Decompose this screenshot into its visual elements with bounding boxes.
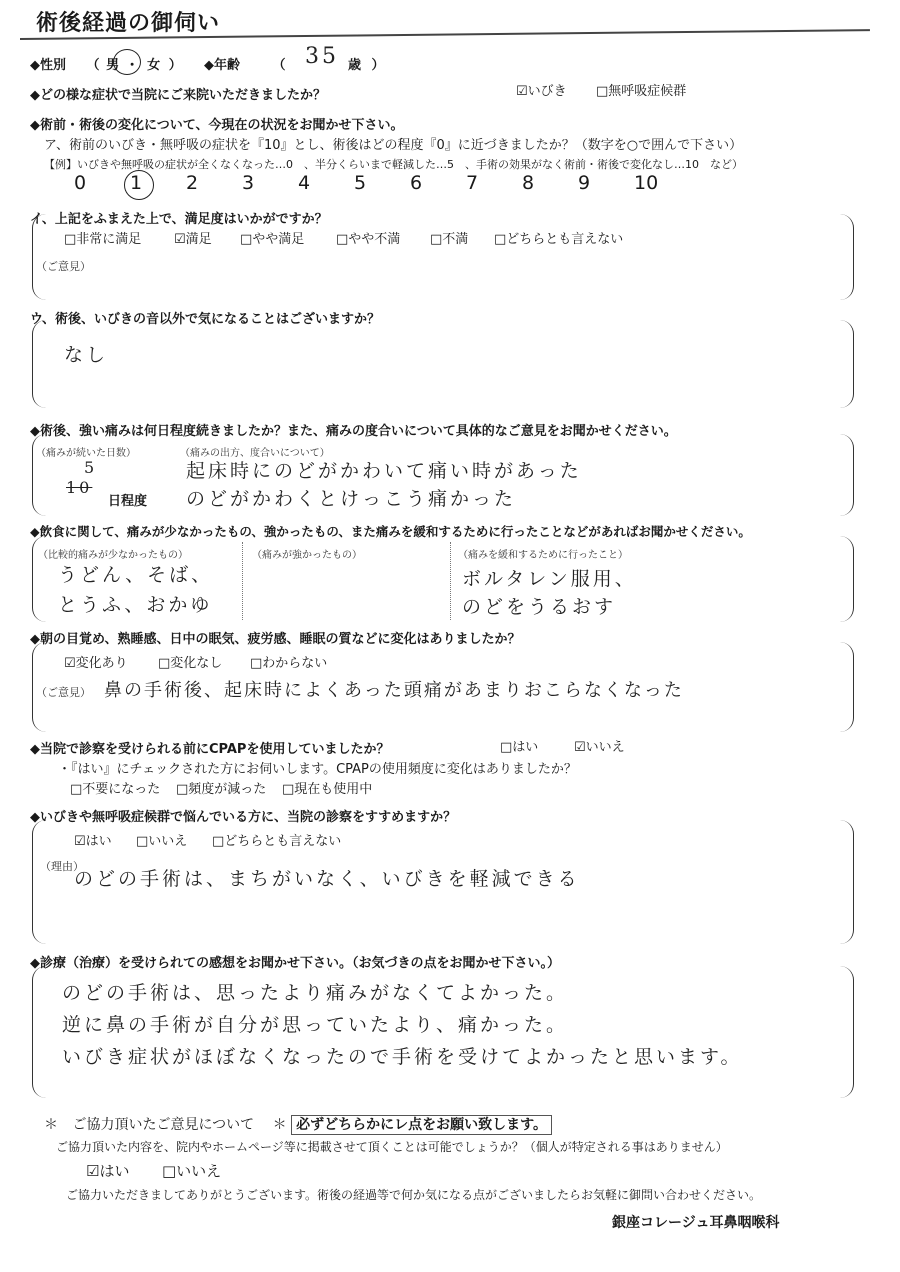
consent-question: ご協力頂いた内容を、院内やホームページ等に掲載させて頂くことは可能でしょうか？（個人が特定される事はありません） — [56, 1140, 728, 1154]
gender-close: ） — [168, 58, 182, 73]
food-divider-1 — [242, 542, 243, 620]
apnea-checkbox[interactable]: □無呼吸症候群 — [596, 84, 687, 99]
option-dissatisfied[interactable]: □不満 — [430, 232, 469, 247]
food-divider-2 — [450, 542, 451, 620]
recommend-reason-label: （理由） — [40, 860, 84, 873]
option-neither[interactable]: □どちらとも言えない — [494, 232, 624, 247]
other-concern-question: ウ、術後、いびきの音以外で気になることはございますか？ — [30, 312, 380, 327]
symptom-question: ◆どの様な症状で当院にご来院いただきましたか？ — [30, 88, 326, 103]
impression-line1[interactable]: のどの手術は、思ったより痛みがなくてよかった。 — [62, 982, 569, 1004]
pain-days-value[interactable]: 5 — [84, 458, 98, 477]
clinic-name: 銀座コレージュ耳鼻咽喉科 — [612, 1215, 780, 1231]
scale-row — [74, 172, 694, 194]
pain-days-struck: 10 — [66, 478, 93, 497]
consent-must-notice: 必ずどちらかにレ点をお願い致します。 — [291, 1115, 552, 1135]
page-title: 術後経過の御伺い — [36, 11, 221, 36]
consent-no-checkbox[interactable]: □いいえ — [162, 1162, 222, 1180]
gender-female[interactable]: 女 — [147, 58, 161, 73]
age-unit-row — [348, 54, 385, 73]
satisfaction-question: イ、上記をふまえた上で、満足度はいかがですか？ — [30, 212, 328, 227]
scale-5[interactable]: 5 — [354, 172, 367, 194]
scale-10[interactable]: 10 — [634, 172, 659, 194]
option-somewhat-satisfied[interactable]: □やや満足 — [240, 232, 305, 247]
male-circle-mark — [113, 49, 141, 75]
scale-1[interactable]: 1 — [130, 172, 143, 194]
consent-yes-checkbox[interactable]: ☑はい — [86, 1162, 130, 1180]
scale-9[interactable]: 9 — [578, 172, 591, 194]
other-concern-answer[interactable]: なし — [64, 344, 109, 366]
cpap-no-checkbox[interactable]: ☑いいえ — [574, 740, 625, 755]
recommend-question: ◆いびきや無呼吸症候群で悩んでいる方に、当院の診察をすすめますか？ — [30, 810, 457, 825]
scale-1-circle-mark — [124, 170, 154, 200]
morning-answer[interactable]: 鼻の手術後、起床時によくあった頭痛があまりおこらなくなった — [104, 680, 684, 701]
gender-row — [30, 54, 182, 73]
pain-detail-line1[interactable]: 起床時にのどがかわいて痛い時があった — [186, 460, 582, 482]
food-col3-line2[interactable]: のどをうるおす — [462, 596, 617, 618]
food-col1-line2[interactable]: とうふ、おかゆ — [58, 594, 213, 616]
impression-question: ◆診療（治療）を受けられての感想をお聞かせ下さい。（お気づきの点をお聞かせ下さい。） — [30, 956, 560, 971]
food-col2-label: （痛みが強かったもの） — [252, 550, 362, 561]
scale-4[interactable]: 4 — [298, 172, 311, 194]
satisfaction-box — [32, 214, 854, 300]
cpap-reduced-frequency[interactable]: □頻度が減った — [176, 782, 267, 797]
pain-detail-label: （痛みの出方、度合いについて） — [180, 448, 330, 459]
food-col3-line1[interactable]: ボルタレン服用、 — [462, 568, 637, 590]
age-close: ） — [371, 58, 385, 73]
cpap-subquestion: ・『はい』にチェックされた方にお伺いします。CPAPの使用頻度に変化はありましたか？ — [58, 762, 577, 777]
gender-separator: ・ — [125, 58, 139, 73]
age-unit: 歳 — [348, 58, 362, 73]
impression-line2[interactable]: 逆に鼻の手術が自分が思っていたより、痛かった。 — [62, 1014, 569, 1036]
recommend-no-checkbox[interactable]: □いいえ — [136, 834, 188, 849]
scale-7[interactable]: 7 — [466, 172, 479, 194]
pain-detail-line2[interactable]: のどがかわくとけっこう痛かった — [186, 488, 517, 510]
option-changed[interactable]: ☑変化あり — [64, 656, 128, 671]
pain-question: ◆術後、強い痛みは何日程度続きましたか？また、痛みの度合いについて具体的なご意見をお聞かせください。 — [30, 424, 677, 439]
age-value[interactable]: 35 — [305, 44, 339, 69]
consent-heading-row — [44, 1114, 552, 1134]
impression-line3[interactable]: いびき症状がほぼなくなったので手術を受けてよかったと思います。 — [62, 1046, 743, 1068]
gender-label: ◆性別 — [30, 58, 66, 73]
recommend-reason-answer[interactable]: のどの手術は、まちがいなく、いびきを軽減できる — [74, 868, 580, 890]
scale-2[interactable]: 2 — [186, 172, 199, 194]
pain-days-unit: 日程度 — [108, 494, 148, 509]
scale-3[interactable]: 3 — [242, 172, 255, 194]
recommend-neither-checkbox[interactable]: □どちらとも言えない — [212, 834, 342, 849]
option-very-satisfied[interactable]: □非常に満足 — [64, 232, 142, 247]
gender-open: （ — [86, 58, 100, 73]
food-question: ◆飲食に関して、痛みが少なかったもの、強かったもの、また痛みを緩和するために行ったことなどがあればお聞かせください。 — [30, 524, 751, 539]
change-example: 【例】いびきや無呼吸の症状が全くなくなった…0 、半分くらいまで軽減した…5 、手術の効果がなく術前・術後で変化なし…10 など） — [44, 158, 743, 171]
consent-thanks: ご協力いただきましてありがとうございます。術後の経過等で何か気になる点がございましたらお気軽に御問い合わせください。 — [66, 1188, 762, 1202]
food-col3-label: （痛みを緩和するために行ったこと） — [458, 550, 628, 561]
snoring-checkbox[interactable]: ☑いびき — [516, 84, 567, 99]
morning-question: ◆朝の目覚め、熟睡感、日中の眠気、疲労感、睡眠の質などに変化はありましたか？ — [30, 632, 521, 647]
food-col1-line1[interactable]: うどん、そば、 — [58, 564, 214, 586]
option-no-change[interactable]: □変化なし — [158, 656, 223, 671]
option-unknown[interactable]: □わからない — [250, 656, 328, 671]
pain-days-label: （痛みが続いた日数） — [36, 448, 136, 459]
age-label: ◆年齢 — [204, 58, 240, 73]
cpap-yes-checkbox[interactable]: □はい — [500, 740, 539, 755]
option-satisfied[interactable]: ☑満足 — [174, 232, 212, 247]
consent-heading: ご協力頂いたご意見について — [72, 1117, 255, 1133]
satisfaction-opinion-label: （ご意見） — [36, 260, 91, 273]
cpap-still-using[interactable]: □現在も使用中 — [282, 782, 373, 797]
change-subquestion-a: ア、術前のいびき・無呼吸の症状を『10』とし、術後はどの程度『0』に近づきましたか？（数字を○で囲んで下さい） — [44, 138, 743, 153]
scale-0[interactable]: 0 — [74, 172, 87, 194]
scale-8[interactable]: 8 — [522, 172, 535, 194]
other-concern-box — [32, 320, 854, 408]
gender-male-label: 男 — [106, 58, 120, 73]
consent-star-1: ＊ — [44, 1117, 58, 1133]
morning-opinion-label: （ご意見） — [36, 686, 91, 699]
option-somewhat-dissatisfied[interactable]: □やや不満 — [336, 232, 401, 247]
change-question: ◆術前・術後の変化について、今現在の状況をお聞かせ下さい。 — [30, 118, 404, 133]
consent-star-2: ＊ — [272, 1117, 287, 1133]
age-open: （ — [272, 58, 286, 73]
recommend-yes-checkbox[interactable]: ☑はい — [74, 834, 112, 849]
cpap-question: ◆当院で診察を受けられる前にCPAPを使用していましたか？ — [30, 742, 390, 757]
scale-6[interactable]: 6 — [410, 172, 423, 194]
cpap-no-longer-needed[interactable]: □不要になった — [70, 782, 161, 797]
food-col1-label: （比較的痛みが少なかったもの） — [38, 550, 188, 561]
age-row — [204, 54, 286, 73]
